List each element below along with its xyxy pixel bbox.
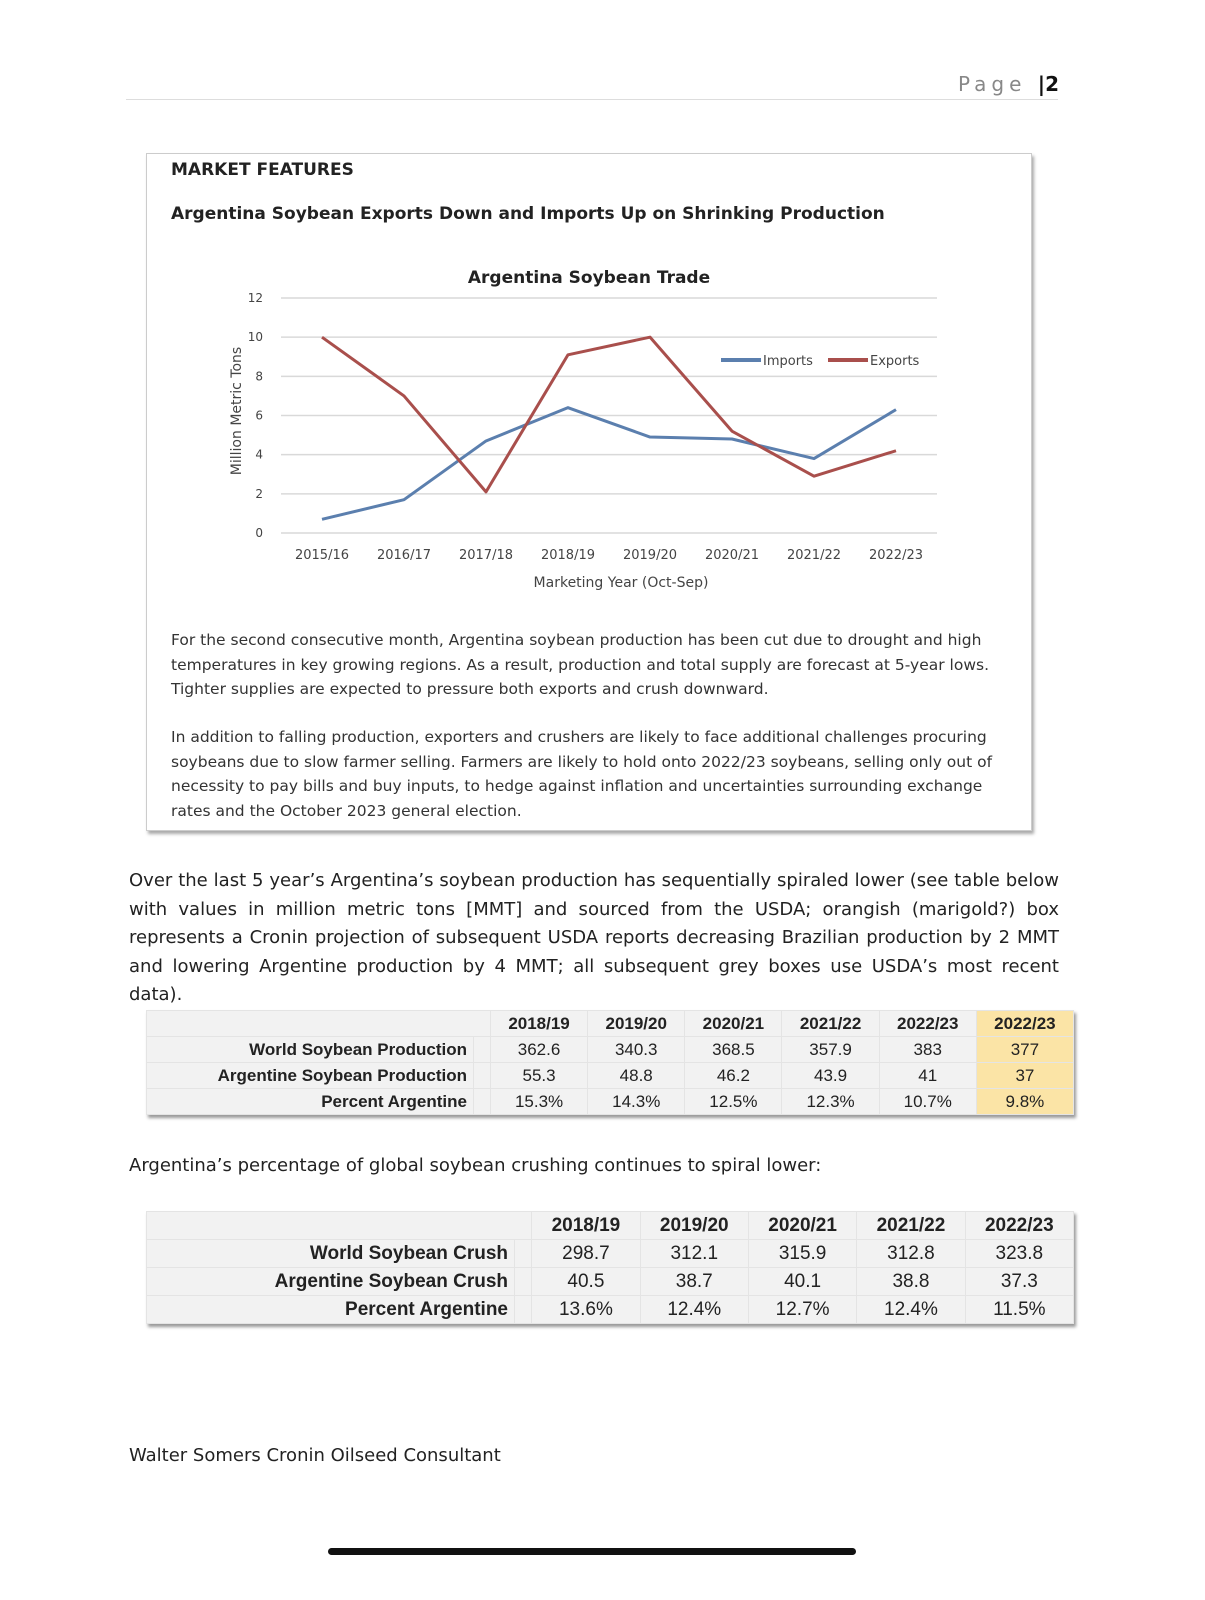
footer-author: Walter Somers Cronin Oilseed Consultant [129, 1445, 501, 1466]
market-paragraph-1: For the second consecutive month, Argentina soybean production has been cut due to drought and high temperatures in key growing regions. As a result, production and total supply are forecast at 5-year lows. Tighter supplies are expected to pressure both exports and crush downward. [171, 631, 990, 698]
table-row [147, 1063, 1074, 1089]
table-cell: 377 [976, 1037, 1073, 1063]
svg-text:2021/22: 2021/22 [786, 548, 842, 563]
table-cell: 38.7 [640, 1268, 748, 1296]
svg-text:2019/20: 2019/20 [622, 548, 678, 563]
row-label: World Soybean Production [147, 1037, 474, 1063]
table-cell: 40.5 [532, 1268, 640, 1296]
trade-line-chart [221, 261, 981, 601]
header-divider [126, 99, 1058, 100]
headline: Argentina Soybean Exports Down and Imports Up on Shrinking Production [171, 204, 885, 224]
body-paragraph-1: Over the last 5 year’s Argentina’s soybean production has sequentially spiraled lower (see table below with values in million metric tons [MMT] and sourced from the USDA; orangish (marigold?) box represents a Cronin projection of subsequent USDA reports decreasing Brazilian production by 2 MMT and lowering Argentine production by 4 MMT; all subsequent grey boxes use USDA’s most recent data). [129, 870, 1059, 1005]
table-cell: 312.8 [857, 1240, 965, 1268]
svg-text:Imports: Imports [763, 354, 813, 369]
table-cell: 46.2 [685, 1063, 782, 1089]
table-cell: 37 [976, 1063, 1073, 1089]
svg-text:6: 6 [255, 408, 263, 423]
svg-text:Exports: Exports [870, 354, 920, 369]
crush-table [146, 1211, 1074, 1324]
svg-text:0: 0 [255, 526, 263, 540]
table-cell: 43.9 [782, 1063, 879, 1089]
svg-text:8: 8 [255, 369, 263, 384]
row-label: Percent Argentine [147, 1089, 474, 1115]
row-label: Percent Argentine [147, 1296, 515, 1324]
svg-text:2018/19: 2018/19 [540, 548, 596, 563]
page-separator: | [1037, 72, 1046, 96]
table-cell: 41 [879, 1063, 976, 1089]
table-header-row [147, 1212, 1074, 1240]
column-header: 2020/21 [748, 1212, 856, 1240]
page-word: Page [957, 72, 1027, 96]
table-cell: 12.7% [748, 1296, 856, 1324]
table-header-row [147, 1011, 1074, 1037]
table-cell: 12.5% [685, 1089, 782, 1115]
column-header: 2021/22 [857, 1212, 965, 1240]
column-header: 2022/23 [879, 1011, 976, 1037]
table-cell: 48.8 [588, 1063, 685, 1089]
svg-text:2016/17: 2016/17 [376, 548, 432, 563]
table-cell: 15.3% [490, 1089, 587, 1115]
table-cell: 340.3 [588, 1037, 685, 1063]
table-cell: 298.7 [532, 1240, 640, 1268]
column-header: 2018/19 [532, 1212, 640, 1240]
table-cell: 383 [879, 1037, 976, 1063]
table-cell: 11.5% [965, 1296, 1073, 1324]
table-row [147, 1268, 1074, 1296]
row-label: Argentine Soybean Production [147, 1063, 474, 1089]
table-row [147, 1240, 1074, 1268]
svg-text:2015/16: 2015/16 [294, 548, 350, 563]
column-header: 2021/22 [782, 1011, 879, 1037]
x-axis-ticks [295, 548, 923, 563]
body-paragraph-2: Argentina’s percentage of global soybean crushing continues to spiral lower: [129, 1155, 822, 1176]
table-cell: 312.1 [640, 1240, 748, 1268]
table-cell: 368.5 [685, 1037, 782, 1063]
column-header: 2018/19 [490, 1011, 587, 1037]
table-cell: 9.8% [976, 1089, 1073, 1115]
section-title: MARKET FEATURES [171, 160, 354, 180]
svg-text:10: 10 [247, 330, 263, 345]
row-label: World Soybean Crush [147, 1240, 515, 1268]
market-features-box [146, 153, 1032, 831]
svg-text:2: 2 [255, 486, 263, 501]
page-number: 2 [1045, 72, 1059, 96]
table-row [147, 1296, 1074, 1324]
y-axis-label: Million Metric Tons [229, 346, 245, 476]
column-header: 2019/20 [640, 1212, 748, 1240]
column-header: 2022/23 [976, 1011, 1073, 1037]
table-cell: 14.3% [588, 1089, 685, 1115]
table-cell: 38.8 [857, 1268, 965, 1296]
svg-text:4: 4 [255, 447, 263, 462]
table-cell: 12.3% [782, 1089, 879, 1115]
column-header: 2022/23 [965, 1212, 1073, 1240]
table-row [147, 1037, 1074, 1063]
table-cell: 323.8 [965, 1240, 1073, 1268]
chart-legend [721, 354, 920, 369]
x-axis-label: Marketing Year (Oct-Sep) [533, 575, 709, 591]
y-axis-ticks [248, 291, 263, 540]
table-cell: 315.9 [748, 1240, 856, 1268]
table-cell: 40.1 [748, 1268, 856, 1296]
table-cell: 362.6 [490, 1037, 587, 1063]
svg-text:2017/18: 2017/18 [458, 548, 514, 563]
table-cell: 55.3 [490, 1063, 587, 1089]
production-table [146, 1010, 1074, 1115]
chart-title: Argentina Soybean Trade [467, 268, 711, 288]
row-label: Argentine Soybean Crush [147, 1268, 515, 1296]
table-cell: 12.4% [857, 1296, 965, 1324]
page-header [958, 72, 1059, 96]
market-paragraph-2: In addition to falling production, exporters and crushers are likely to face additional challenges procuring soybeans due to slow farmer selling. Farmers are likely to hold onto 2022/23 soybeans, selling only out of necessity to pay bills and buy inputs, to hedge against inflation and uncertainties surrounding exchange rates and the October 2023 general election. [171, 728, 993, 820]
column-header: 2019/20 [588, 1011, 685, 1037]
svg-text:2022/23: 2022/23 [868, 548, 924, 563]
svg-text:2020/21: 2020/21 [704, 548, 760, 563]
svg-text:12: 12 [247, 291, 263, 305]
table-cell: 37.3 [965, 1268, 1073, 1296]
table-cell: 13.6% [532, 1296, 640, 1324]
table-cell: 12.4% [640, 1296, 748, 1324]
chart-grid [281, 298, 937, 533]
table-cell: 357.9 [782, 1037, 879, 1063]
column-header: 2020/21 [685, 1011, 782, 1037]
table-row [147, 1089, 1074, 1115]
home-indicator[interactable] [328, 1548, 856, 1555]
table-cell: 10.7% [879, 1089, 976, 1115]
